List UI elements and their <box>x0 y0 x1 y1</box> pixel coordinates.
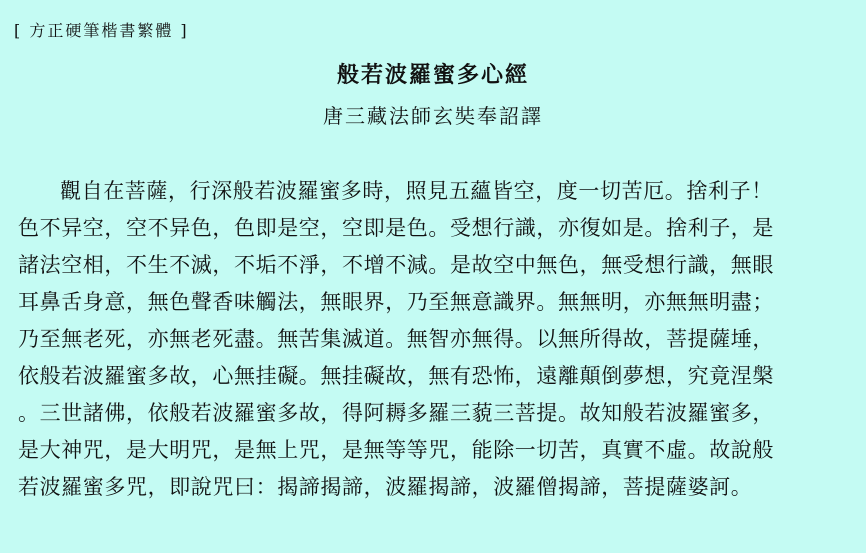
text-line: 是大神咒，是大明咒，是無上咒，是無等等咒，能除一切苦，真實不虛。故說般 <box>18 438 774 462</box>
page-title: 般若波羅蜜多心經 <box>336 62 529 88</box>
text-line: 依般若波羅蜜多故，心無挂礙。無挂礙故，無有恐怖，遠離顛倒夢想，究竟涅槃 <box>18 364 774 388</box>
text-line: 色不异空，空不异色，色即是空，空即是色。受想行識，亦復如是。捨利子，是 <box>18 216 774 240</box>
text-line: 。三世諸佛，依般若波羅蜜多故，得阿耨多羅三藐三菩提。故知般若波羅蜜多， <box>18 401 774 425</box>
text-line: 若波羅蜜多咒，即說咒曰：揭諦揭諦，波羅揭諦，波羅僧揭諦，菩提薩婆訶。 <box>18 475 753 499</box>
text-line: 諸法空相，不生不滅，不垢不淨，不增不減。是故空中無色，無受想行識，無眼 <box>18 253 774 277</box>
text-line: 乃至無老死，亦無老死盡。無苦集滅道。無智亦無得。以無所得故，菩提薩埵， <box>18 327 774 351</box>
sutra-body <box>18 173 858 506</box>
page-subtitle: 唐三藏法師玄奘奉詔譯 <box>323 104 543 128</box>
text-line: 耳鼻舌身意，無色聲香味觸法，無眼界，乃至無意識界。無無明，亦無無明盡； <box>18 290 774 314</box>
text-line: 觀自在菩薩，行深般若波羅蜜多時，照見五蘊皆空，度一切苦厄。捨利子！ <box>60 179 773 203</box>
font-tag: [ 方正硬筆楷書繁體 ] <box>14 21 189 40</box>
